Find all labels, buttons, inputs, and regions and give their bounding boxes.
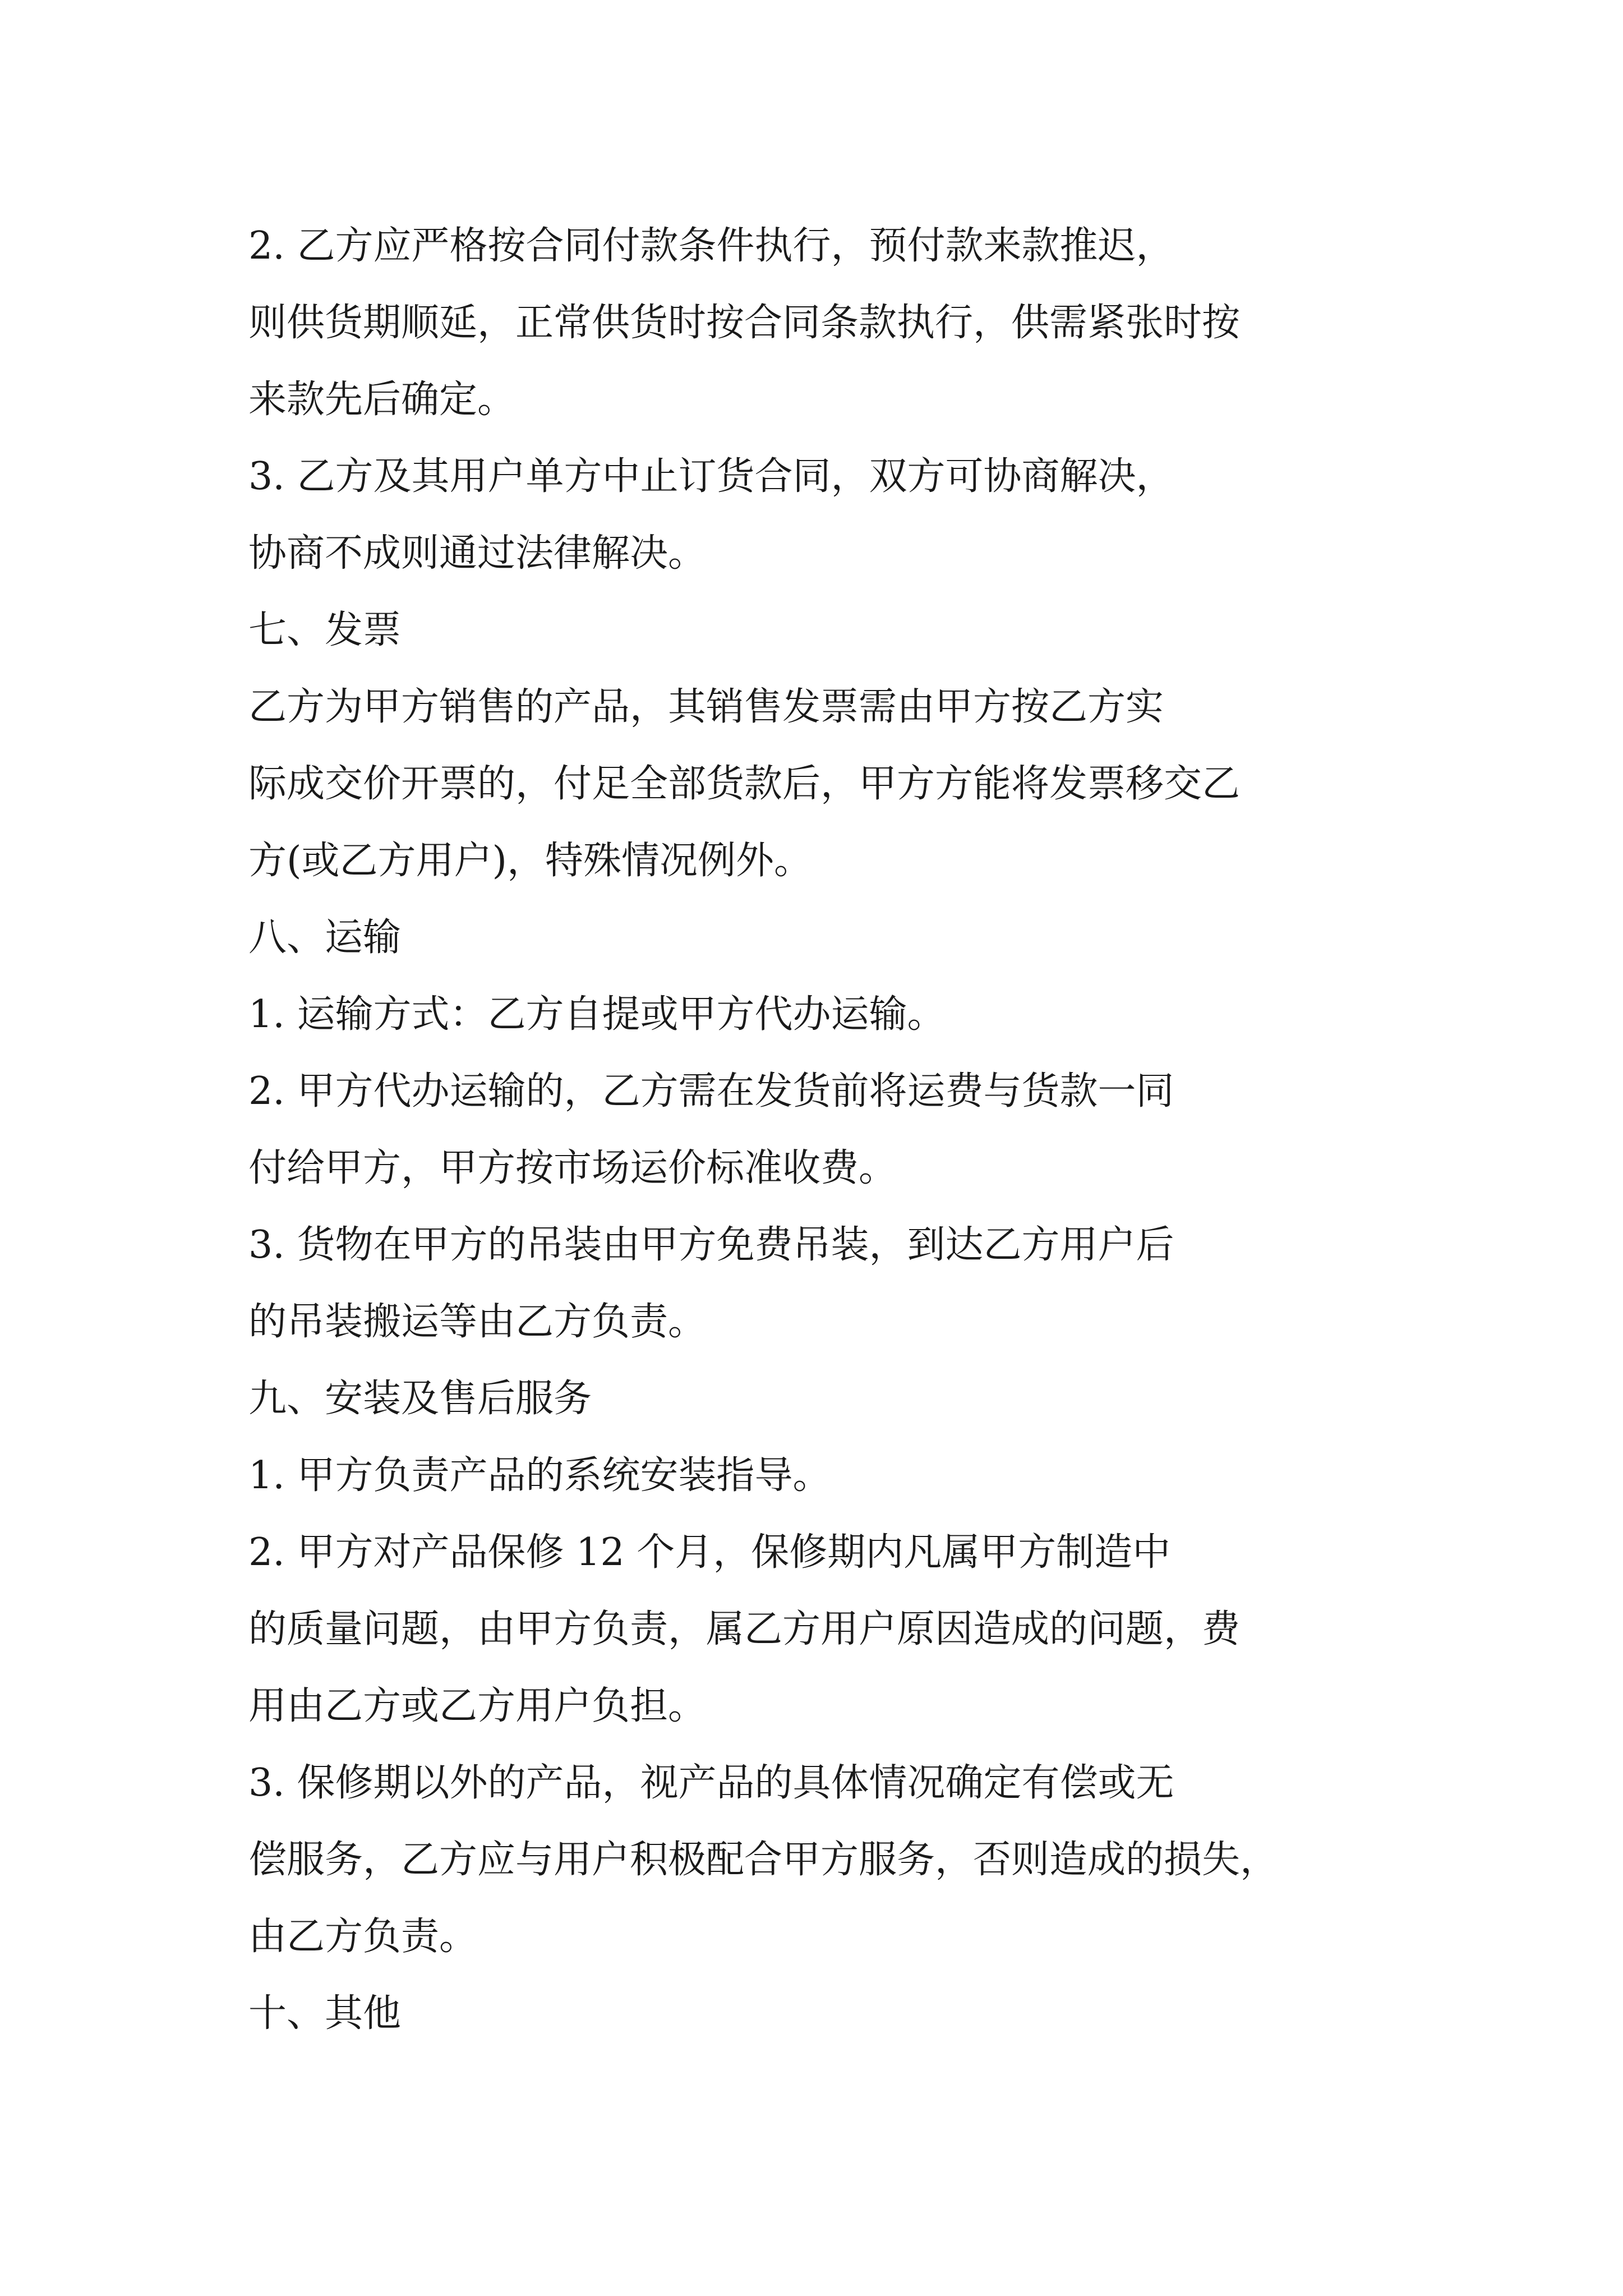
text-line: 1. 运输方式：乙方自提或甲方代办运输。 <box>248 992 946 1037</box>
text-line: 偿服务，乙方应与用户积极配合甲方服务，否则造成的损失， <box>248 1838 1279 1882</box>
paragraph-invoice <box>248 669 1387 899</box>
heading-text: 八、运输 <box>248 915 402 960</box>
text-line: 的吊装搬运等由乙方负责。 <box>248 1300 707 1344</box>
text-line: 由乙方负责。 <box>248 1915 478 1959</box>
paragraph-warranty <box>248 1514 1387 1745</box>
text-line: 2. 甲方对产品保修 12 个月，保修期内凡属甲方制造中 <box>248 1530 1171 1575</box>
text-line: 2. 乙方应严格按合同付款条件执行，预付款来款推迟， <box>248 224 1174 268</box>
heading-text: 十、其他 <box>248 1991 402 2036</box>
paragraph-transport-method <box>248 976 1387 1053</box>
text-line: 来款先后确定。 <box>248 378 516 422</box>
paragraph-contract-termination <box>248 438 1387 592</box>
text-line: 3. 乙方及其用户单方中止订货合同，双方可协商解决， <box>248 454 1174 499</box>
text-line: 际成交价开票的，付足全部货款后，甲方方能将发票移交乙 <box>248 762 1241 806</box>
heading-text: 九、安装及售后服务 <box>248 1377 592 1421</box>
text-line: 乙方为甲方销售的产品，其销售发票需由甲方按乙方实 <box>248 685 1164 729</box>
section-heading-invoice <box>248 592 1387 669</box>
paragraph-post-warranty <box>248 1745 1387 1975</box>
text-line: 的质量问题，由甲方负责，属乙方用户原因造成的问题，费 <box>248 1607 1241 1651</box>
text-line: 则供货期顺延，正常供货时按合同条款执行，供需紧张时按 <box>248 301 1241 345</box>
text-line: 付给甲方，甲方按市场运价标准收费。 <box>248 1146 897 1190</box>
heading-text: 七、发票 <box>248 608 402 652</box>
paragraph-payment-terms <box>248 208 1387 438</box>
paragraph-installation <box>248 1437 1387 1514</box>
text-line: 1. 甲方负责产品的系统安装指导。 <box>248 1453 831 1498</box>
section-heading-installation-service <box>248 1360 1387 1437</box>
section-heading-other <box>248 1975 1387 2052</box>
paragraph-transport-fees <box>248 1053 1387 1207</box>
section-heading-transport <box>248 899 1387 976</box>
paragraph-hoisting <box>248 1207 1387 1360</box>
document-body <box>248 208 1387 2052</box>
text-line: 用由乙方或乙方用户负担。 <box>248 1684 707 1728</box>
text-line: 协商不成则通过法律解决。 <box>248 531 707 576</box>
text-line: 方(或乙方用户)，特殊情况例外。 <box>248 839 813 883</box>
text-line: 3. 货物在甲方的吊装由甲方免费吊装，到达乙方用户后 <box>248 1223 1174 1267</box>
text-line: 2. 甲方代办运输的，乙方需在发货前将运费与货款一同 <box>248 1069 1174 1114</box>
text-line: 3. 保修期以外的产品，视产品的具体情况确定有偿或无 <box>248 1761 1174 1805</box>
